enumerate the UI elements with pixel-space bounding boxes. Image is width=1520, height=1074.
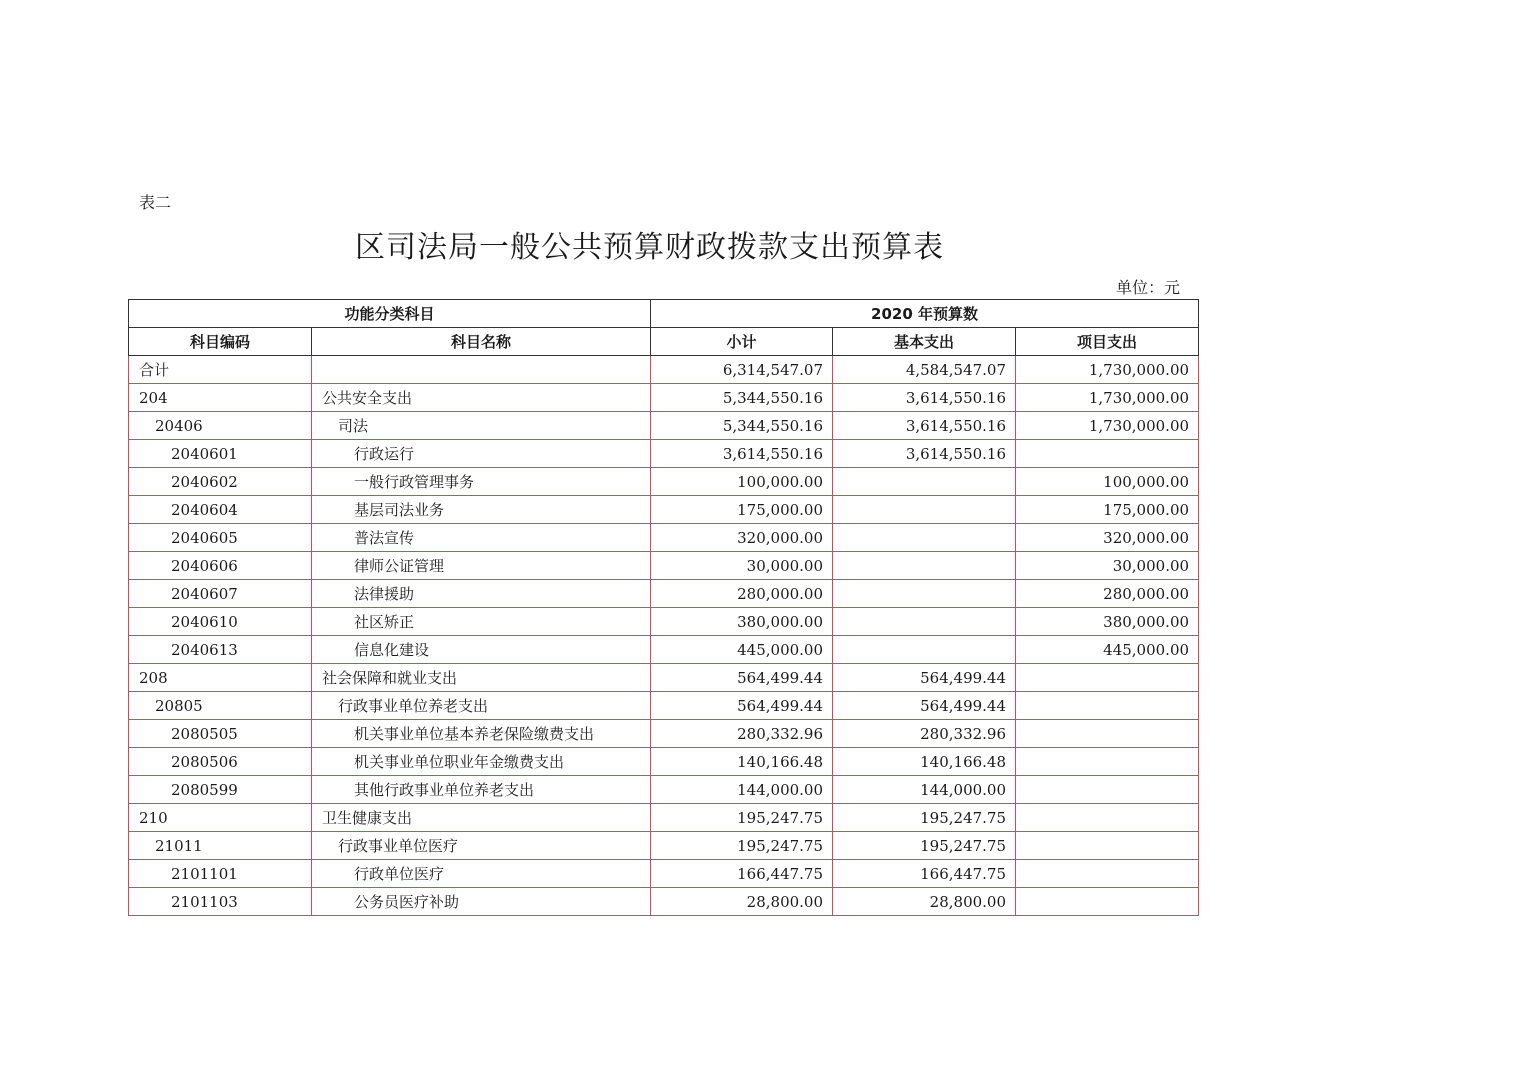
row-code: 2080505	[129, 720, 312, 748]
row-project	[1016, 748, 1199, 776]
table-row	[129, 860, 1199, 888]
row-project: 1,730,000.00	[1016, 356, 1199, 384]
header-budget-2020: 2020 年预算数	[651, 300, 1199, 328]
table-row	[129, 776, 1199, 804]
row-code: 2040607	[129, 580, 312, 608]
table-row	[129, 664, 1199, 692]
table-row	[129, 552, 1199, 580]
row-subtotal: 195,247.75	[651, 804, 833, 832]
row-code: 20406	[129, 412, 312, 440]
row-subtotal: 6,314,547.07	[651, 356, 833, 384]
row-subtotal: 445,000.00	[651, 636, 833, 664]
row-project: 380,000.00	[1016, 608, 1199, 636]
header-function-category: 功能分类科目	[129, 300, 651, 328]
row-code: 2040601	[129, 440, 312, 468]
table-row	[129, 720, 1199, 748]
row-code: 2101101	[129, 860, 312, 888]
row-name: 基层司法业务	[312, 496, 651, 524]
table-label: 表二	[139, 193, 172, 212]
row-subtotal: 100,000.00	[651, 468, 833, 496]
row-subtotal: 5,344,550.16	[651, 384, 833, 412]
row-code: 2040605	[129, 524, 312, 552]
row-subtotal: 140,166.48	[651, 748, 833, 776]
row-code: 21011	[129, 832, 312, 860]
row-subtotal: 175,000.00	[651, 496, 833, 524]
row-basic	[833, 468, 1016, 496]
table-row	[129, 608, 1199, 636]
row-subtotal: 28,800.00	[651, 888, 833, 916]
row-project	[1016, 860, 1199, 888]
unit-label: 单位：元	[1116, 278, 1181, 297]
row-code: 2080599	[129, 776, 312, 804]
row-project	[1016, 832, 1199, 860]
row-name	[312, 356, 651, 384]
table-row	[129, 748, 1199, 776]
row-code: 20805	[129, 692, 312, 720]
row-project	[1016, 440, 1199, 468]
header-name: 科目名称	[312, 328, 651, 356]
row-project: 100,000.00	[1016, 468, 1199, 496]
row-project	[1016, 804, 1199, 832]
row-basic	[833, 524, 1016, 552]
row-name: 公共安全支出	[312, 384, 651, 412]
row-basic: 28,800.00	[833, 888, 1016, 916]
header-project: 项目支出	[1016, 328, 1199, 356]
row-basic: 3,614,550.16	[833, 440, 1016, 468]
row-basic: 4,584,547.07	[833, 356, 1016, 384]
row-project	[1016, 720, 1199, 748]
row-project: 445,000.00	[1016, 636, 1199, 664]
row-basic	[833, 496, 1016, 524]
row-code: 2040613	[129, 636, 312, 664]
row-basic: 195,247.75	[833, 804, 1016, 832]
table-row	[129, 496, 1199, 524]
row-name: 社区矫正	[312, 608, 651, 636]
row-name: 行政运行	[312, 440, 651, 468]
row-name: 卫生健康支出	[312, 804, 651, 832]
row-name: 公务员医疗补助	[312, 888, 651, 916]
row-code: 2040610	[129, 608, 312, 636]
row-name: 其他行政事业单位养老支出	[312, 776, 651, 804]
row-basic	[833, 552, 1016, 580]
header-column-row	[129, 328, 1199, 356]
row-code: 2040602	[129, 468, 312, 496]
row-name: 信息化建设	[312, 636, 651, 664]
row-subtotal: 320,000.00	[651, 524, 833, 552]
row-name: 行政单位医疗	[312, 860, 651, 888]
table-row	[129, 636, 1199, 664]
table-row	[129, 692, 1199, 720]
row-name: 一般行政管理事务	[312, 468, 651, 496]
row-code: 2040604	[129, 496, 312, 524]
table-row	[129, 804, 1199, 832]
row-name: 社会保障和就业支出	[312, 664, 651, 692]
table-row	[129, 412, 1199, 440]
row-project	[1016, 776, 1199, 804]
row-name: 司法	[312, 412, 651, 440]
row-basic: 564,499.44	[833, 664, 1016, 692]
row-name: 行政事业单位医疗	[312, 832, 651, 860]
row-subtotal: 380,000.00	[651, 608, 833, 636]
row-basic: 140,166.48	[833, 748, 1016, 776]
table-row	[129, 468, 1199, 496]
row-code: 2080506	[129, 748, 312, 776]
row-project: 1,730,000.00	[1016, 384, 1199, 412]
row-subtotal: 564,499.44	[651, 664, 833, 692]
row-project: 1,730,000.00	[1016, 412, 1199, 440]
row-basic: 195,247.75	[833, 832, 1016, 860]
row-project: 280,000.00	[1016, 580, 1199, 608]
row-code: 204	[129, 384, 312, 412]
row-name: 机关事业单位职业年金缴费支出	[312, 748, 651, 776]
row-name: 律师公证管理	[312, 552, 651, 580]
table-row	[129, 524, 1199, 552]
header-group-row	[129, 300, 1199, 328]
row-subtotal: 5,344,550.16	[651, 412, 833, 440]
header-code: 科目编码	[129, 328, 312, 356]
row-name: 法律援助	[312, 580, 651, 608]
row-basic: 3,614,550.16	[833, 412, 1016, 440]
row-basic: 166,447.75	[833, 860, 1016, 888]
row-subtotal: 195,247.75	[651, 832, 833, 860]
budget-table	[128, 299, 1199, 916]
page-title: 区司法局一般公共预算财政拨款支出预算表	[355, 230, 944, 265]
table-row	[129, 888, 1199, 916]
table-row	[129, 440, 1199, 468]
row-subtotal: 144,000.00	[651, 776, 833, 804]
row-name: 行政事业单位养老支出	[312, 692, 651, 720]
row-basic: 564,499.44	[833, 692, 1016, 720]
row-name: 普法宣传	[312, 524, 651, 552]
row-subtotal: 564,499.44	[651, 692, 833, 720]
row-basic	[833, 636, 1016, 664]
table-row	[129, 832, 1199, 860]
row-subtotal: 166,447.75	[651, 860, 833, 888]
header-subtotal: 小计	[651, 328, 833, 356]
row-project	[1016, 888, 1199, 916]
row-name: 机关事业单位基本养老保险缴费支出	[312, 720, 651, 748]
table-row	[129, 356, 1199, 384]
row-subtotal: 30,000.00	[651, 552, 833, 580]
row-code: 2040606	[129, 552, 312, 580]
row-basic: 144,000.00	[833, 776, 1016, 804]
row-subtotal: 3,614,550.16	[651, 440, 833, 468]
row-basic	[833, 608, 1016, 636]
row-subtotal: 280,332.96	[651, 720, 833, 748]
row-project: 30,000.00	[1016, 552, 1199, 580]
table-row	[129, 384, 1199, 412]
row-project	[1016, 692, 1199, 720]
row-basic: 3,614,550.16	[833, 384, 1016, 412]
row-project: 175,000.00	[1016, 496, 1199, 524]
row-project: 320,000.00	[1016, 524, 1199, 552]
row-basic	[833, 580, 1016, 608]
row-subtotal: 280,000.00	[651, 580, 833, 608]
row-code: 合计	[129, 356, 312, 384]
table-row	[129, 580, 1199, 608]
row-basic: 280,332.96	[833, 720, 1016, 748]
row-code: 2101103	[129, 888, 312, 916]
row-project	[1016, 664, 1199, 692]
header-basic: 基本支出	[833, 328, 1016, 356]
row-code: 210	[129, 804, 312, 832]
row-code: 208	[129, 664, 312, 692]
